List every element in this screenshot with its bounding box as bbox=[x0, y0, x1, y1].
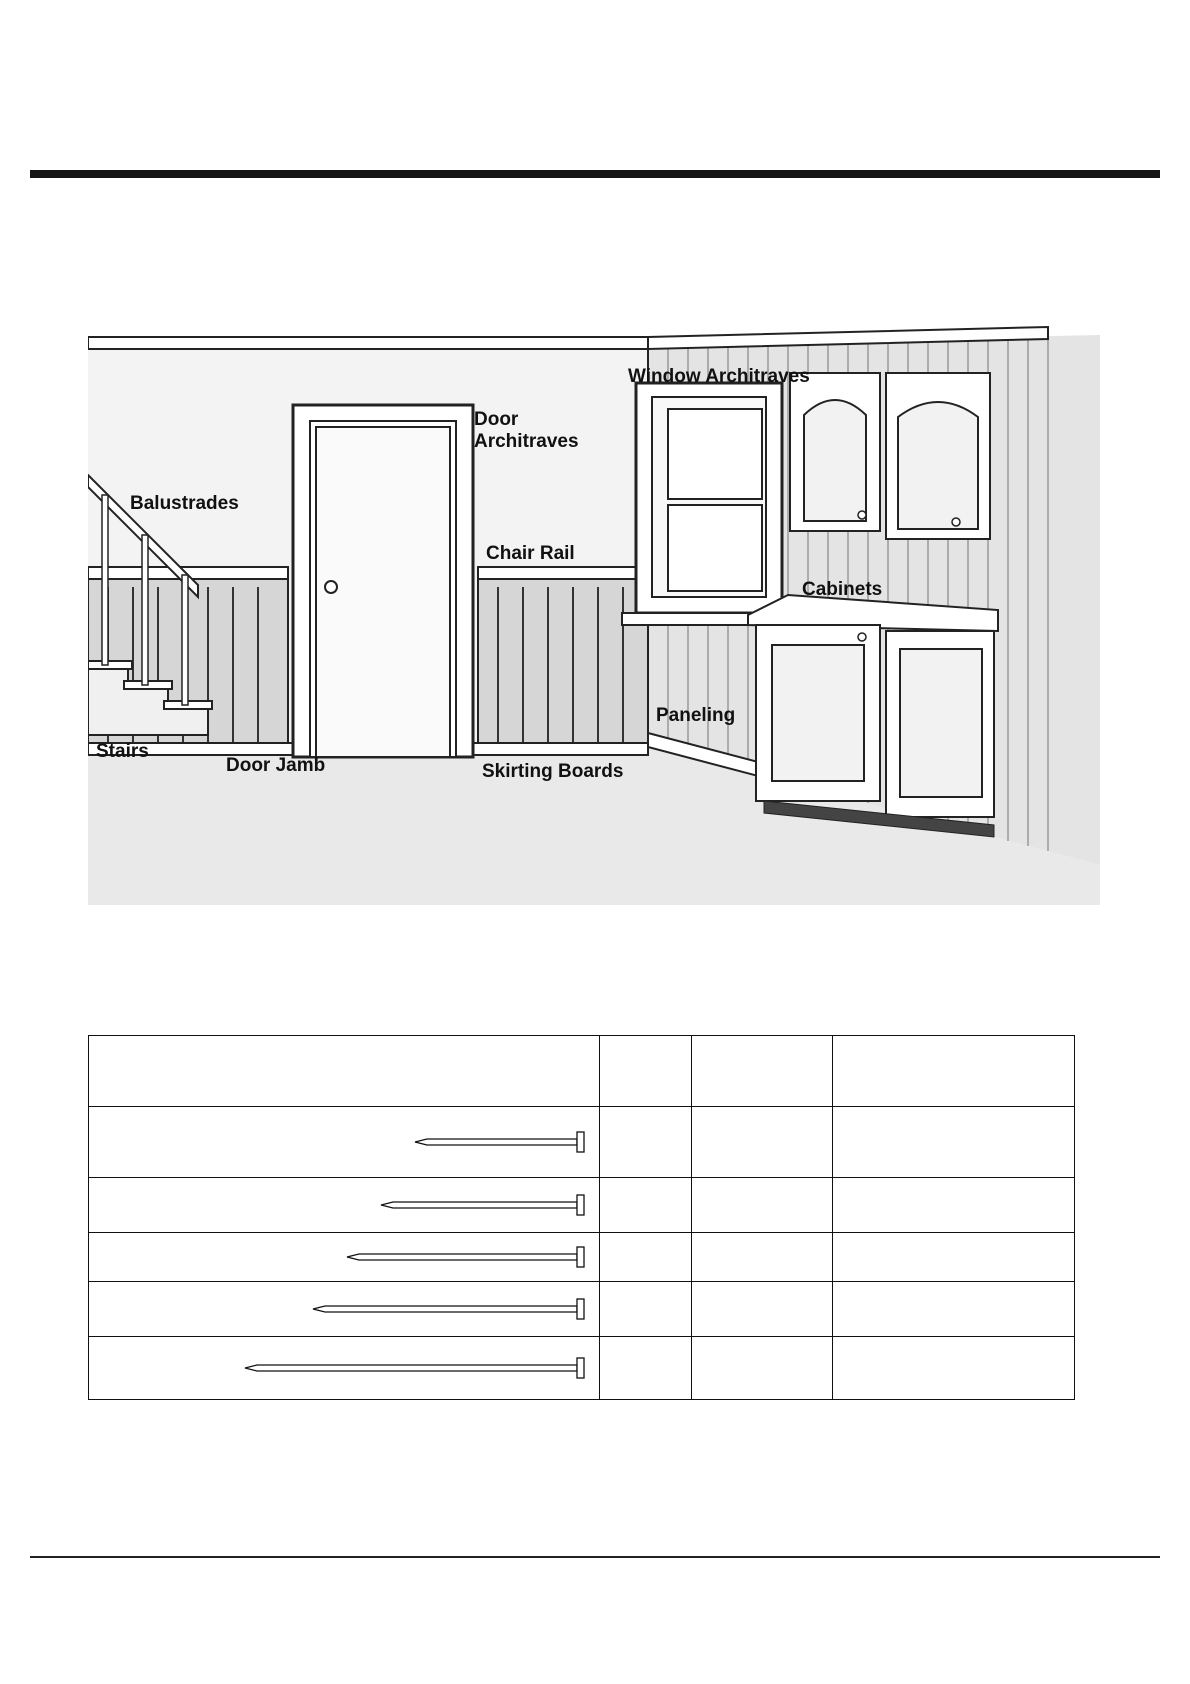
table-cell bbox=[692, 1337, 833, 1400]
header-cell bbox=[692, 1036, 833, 1107]
table-cell bbox=[833, 1337, 1075, 1400]
table-cell bbox=[833, 1282, 1075, 1337]
table-cell bbox=[692, 1178, 833, 1233]
label-door-architraves-2: Architraves bbox=[474, 431, 579, 452]
table-cell bbox=[600, 1107, 692, 1178]
table-cell bbox=[600, 1233, 692, 1282]
nail-icon bbox=[413, 1107, 587, 1177]
nail-icon bbox=[345, 1233, 587, 1281]
crown-molding-left bbox=[88, 337, 648, 349]
label-paneling: Paneling bbox=[656, 705, 736, 726]
nail-cell bbox=[89, 1233, 600, 1282]
label-door-architraves-1: Door bbox=[474, 409, 519, 430]
top-rule bbox=[30, 170, 1160, 178]
header-cell bbox=[833, 1036, 1075, 1107]
table-row bbox=[89, 1337, 1075, 1400]
table-cell bbox=[692, 1282, 833, 1337]
table-cell bbox=[600, 1178, 692, 1233]
header-cell bbox=[600, 1036, 692, 1107]
table-cell bbox=[692, 1107, 833, 1178]
nail-cell bbox=[89, 1337, 600, 1400]
label-skirting-boards: Skirting Boards bbox=[482, 761, 624, 782]
table-row bbox=[89, 1282, 1075, 1337]
upper-cabinets bbox=[790, 373, 990, 539]
label-cabinets: Cabinets bbox=[802, 579, 883, 600]
table-cell bbox=[600, 1282, 692, 1337]
nail-cell bbox=[89, 1178, 600, 1233]
chair-rail-right bbox=[478, 567, 648, 579]
table-cell bbox=[833, 1233, 1075, 1282]
nail-icon bbox=[379, 1178, 587, 1232]
table-cell bbox=[692, 1233, 833, 1282]
nail-icon bbox=[243, 1337, 587, 1399]
label-chair-rail: Chair Rail bbox=[486, 543, 575, 564]
label-window-architraves: Window Architraves bbox=[628, 366, 810, 387]
table-row bbox=[89, 1233, 1075, 1282]
table-row bbox=[89, 1107, 1075, 1178]
table-cell bbox=[600, 1337, 692, 1400]
label-balustrades: Balustrades bbox=[130, 493, 239, 514]
table-cell bbox=[833, 1178, 1075, 1233]
bottom-rule bbox=[30, 1556, 1160, 1558]
trim-illustration bbox=[88, 325, 1100, 905]
door bbox=[316, 427, 450, 757]
nail-cell bbox=[89, 1107, 600, 1178]
label-door-jamb: Door Jamb bbox=[226, 755, 326, 776]
table-row bbox=[89, 1178, 1075, 1233]
door-knob bbox=[325, 581, 337, 593]
nail-icon bbox=[311, 1282, 587, 1336]
label-stairs: Stairs bbox=[96, 741, 149, 762]
table-header-row bbox=[89, 1036, 1075, 1107]
lower-cabinets bbox=[748, 595, 998, 837]
nail-size-table bbox=[88, 1035, 1075, 1400]
nail-cell bbox=[89, 1282, 600, 1337]
header-cell bbox=[89, 1036, 600, 1107]
table-cell bbox=[833, 1107, 1075, 1178]
